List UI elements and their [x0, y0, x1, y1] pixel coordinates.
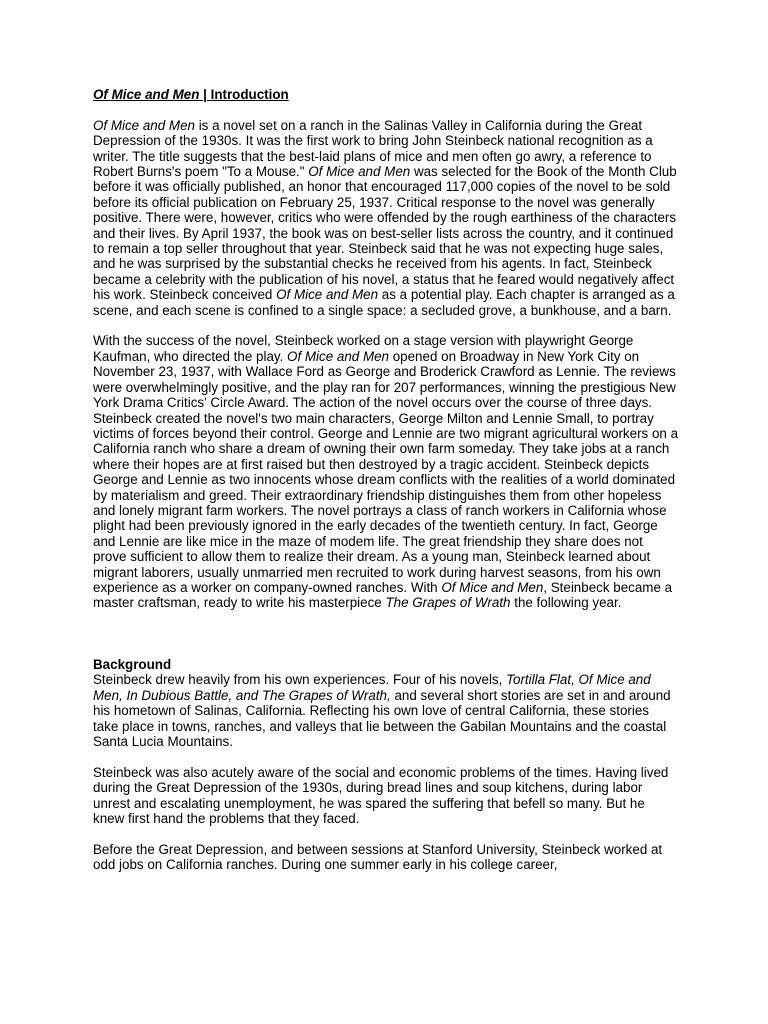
intro-paragraph-1 [93, 118, 678, 318]
italic-text-run: Of Mice and Men [276, 287, 379, 303]
italic-text-run: The Grapes of Wrath [385, 595, 511, 611]
text-run: Steinbeck drew heavily from his own experiences. Four of his novels, [93, 672, 507, 688]
background-paragraph-2 [93, 765, 678, 827]
text-run: the following year. [510, 595, 622, 611]
italic-text-run: Of Mice and Men [93, 117, 195, 133]
italic-text-run: Tortilla Flat, Of Mice and Men, In Dubious Battle, and The Grapes of Wrath, [93, 672, 651, 703]
text-run: Before the Great Depression, and between sessions at Stanford University, Steinbeck worked at odd jobs on California ranches. During one summer early in his college career, [93, 841, 663, 873]
text-run: and several short stories are set in and around his hometown of Salinas, California. Reflecting his own love of central California, these stories take place in towns, ranches, and valleys that lie between the Gabilan Mountains and the coastal Santa Lucia Mountains. [93, 687, 671, 749]
document-page [93, 87, 678, 888]
italic-text-run: Of Mice and Men [308, 164, 411, 180]
text-run: as a potential play. Each chapter is arranged as a scene, and each scene is confined to a single space: a secluded grove, a bunkhouse, and a barn. [93, 287, 675, 318]
intro-paragraph-2 [93, 333, 678, 610]
background-heading: Background [93, 656, 172, 672]
background-paragraph-3 [93, 842, 678, 873]
document-title [93, 87, 678, 102]
text-run: Steinbeck was also acutely aware of the social and economic problems of the times. Having lived during the Great Depression of the 1930s, during bread lines and soup kitchens, during labor unrest and escalating unemployment, he was spared the suffering that befell so many. But he knew first hand the problems that they faced. [93, 764, 669, 827]
section-spacer [93, 626, 678, 657]
italic-text-run: Of Mice and Men [287, 348, 389, 364]
text-run: , Steinbeck became a master craftsman, ready to write his masterpiece [93, 579, 673, 611]
title-book-name: Of Mice and Men [93, 87, 200, 102]
text-run: opened on Broadway in New York City on November 23, 1937, with Wallace Ford as George and Broderick Crawford as Lennie. The reviews were overwhelmingly positive, and the play ran for 207 performances, winning the prestigious New York Drama Critics' Circle Award. The action of the novel occurs over the course of three days. Steinbeck created the novel's two main characters, George Milton and Lennie Small, to portray victims of forces beyond their control. George and Lennie are two migrant agricultural workers on a California ranch who share a dream of owning their own farm someday. They take jobs at a ranch where their hopes are at first raised but then destroyed by a tragic accident. Steinbeck depicts George and Lennie as two innocents whose dream conflicts with the realities of a world dominated by materialism and greed. Their extraordinary friendship distinguishes them from other hopeless and lonely migrant farm workers. The novel portrays a class of ranch workers in California whose plight had been previously ignored in the early decades of the twentieth century. In fact, George and Lennie are like mice in the maze of modem life. The great friendship they share does not prove sufficient to allow them to realize their dream. As a young man, Steinbeck learned about migrant laborers, usually unmarried men recruited to work during harvest seasons, from his own experience as a worker on company-owned ranches. With [93, 348, 679, 595]
background-paragraph-1 [93, 672, 678, 749]
text-run: was selected for the Book of the Month Club before it was officially published, an honor that encouraged 117,000 copies of the novel to be sold before its official publication on February 25, 1937. Critical response to the novel was generally positive. There were, however, critics who were offended by the rough earthiness of the characters and their lives. By April 1937, the book was on best-seller lists across the country, and it continued to remain a top seller throughout that year. Steinbeck said that he was not expecting huge sales, and he was surprised by the substantial checks he received from his agents. In fact, Steinbeck became a celebrity with the publication of his novel, a status that he feared would negatively affect his work. Steinbeck conceived [93, 164, 677, 303]
title-separator: | [199, 87, 211, 102]
italic-text-run: Of Mice and Men [441, 579, 544, 595]
text-run: With the success of the novel, Steinbeck worked on a stage version with playwright George Kaufman, who directed the play. [93, 333, 634, 364]
title-section-label: Introduction [210, 87, 289, 102]
text-run: is a novel set on a ranch in the Salinas Valley in California during the Great Depression of the 1930s. It was the first work to bring John Steinbeck national recognition as a writer. The title suggests that the best-laid plans of mice and men often go awry, a reference to Robert Burns's poem "To a Mouse." [93, 117, 653, 180]
